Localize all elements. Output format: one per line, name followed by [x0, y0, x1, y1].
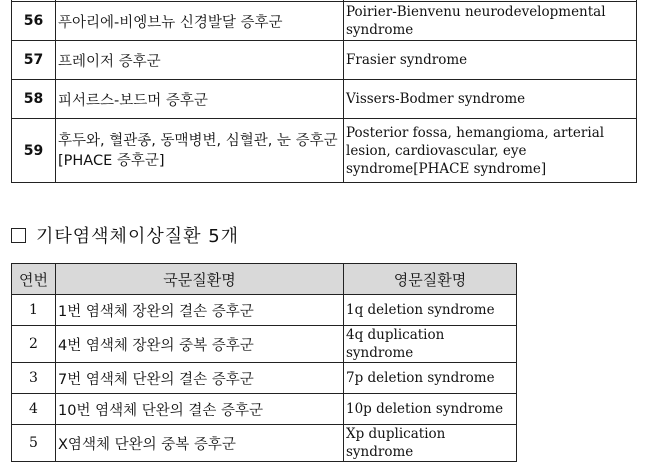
table-row: [12, 80, 637, 119]
chromosome-disease-table: [11, 263, 517, 462]
table-row: [12, 295, 517, 326]
english-name: Xp duplication syndrome: [344, 425, 517, 462]
header-number: 연번: [12, 264, 56, 295]
english-name: 7p deletion syndrome: [344, 363, 517, 394]
row-number: 57: [12, 41, 56, 80]
row-number: 5: [12, 425, 56, 462]
rare-disease-table-continued: [11, 0, 637, 183]
row-number: 4: [12, 394, 56, 425]
row-number: 3: [12, 363, 56, 394]
korean-name: 4번 염색체 장완의 중복 증후군: [56, 326, 344, 363]
table-row: [12, 119, 637, 183]
row-number: 1: [12, 295, 56, 326]
english-name: Posterior fossa, hemangioma, arterial lesion, cardiovascular, eye syndrome[PHACE syndrome]: [344, 119, 637, 183]
korean-name: 7번 염색체 단완의 결손 증후군: [56, 363, 344, 394]
english-name: Frasier syndrome: [344, 41, 637, 80]
table-row: [12, 394, 517, 425]
korean-name: 푸아리에-비엥브뉴 신경발달 증후군: [56, 2, 344, 41]
table-row: [12, 2, 637, 41]
table-row: [12, 41, 637, 80]
row-number: 59: [12, 119, 56, 183]
table-row: [12, 363, 517, 394]
korean-name: 10번 염색체 단완의 결손 증후군: [56, 394, 344, 425]
checkbox-square-icon: [11, 228, 26, 243]
english-name: Vissers-Bodmer syndrome: [344, 80, 637, 119]
header-korean-name: 국문질환명: [56, 264, 344, 295]
korean-name: 1번 염색체 장완의 결손 증후군: [56, 295, 344, 326]
table-row: [12, 326, 517, 363]
english-name: 1q deletion syndrome: [344, 295, 517, 326]
section-title-text: 기타염색체이상질환 5개: [36, 226, 240, 247]
english-name: Poirier-Bienvenu neurodevelopmental syndrome: [344, 2, 637, 41]
row-number: 58: [12, 80, 56, 119]
table-header-row: [12, 264, 517, 295]
english-name: 4q duplication syndrome: [344, 326, 517, 363]
english-name: 10p deletion syndrome: [344, 394, 517, 425]
row-number: 2: [12, 326, 56, 363]
row-number: 56: [12, 2, 56, 41]
korean-name: 후두와, 혈관종, 동맥병변, 심혈관, 눈 증후군[PHACE 증후군]: [56, 119, 344, 183]
header-english-name: 영문질환명: [344, 264, 517, 295]
korean-name: 피서르스-보드머 증후군: [56, 80, 344, 119]
korean-name: 프레이저 증후군: [56, 41, 344, 80]
korean-name: X염색체 단완의 중복 증후군: [56, 425, 344, 462]
section-heading: [11, 222, 239, 248]
table-row: [12, 425, 517, 462]
